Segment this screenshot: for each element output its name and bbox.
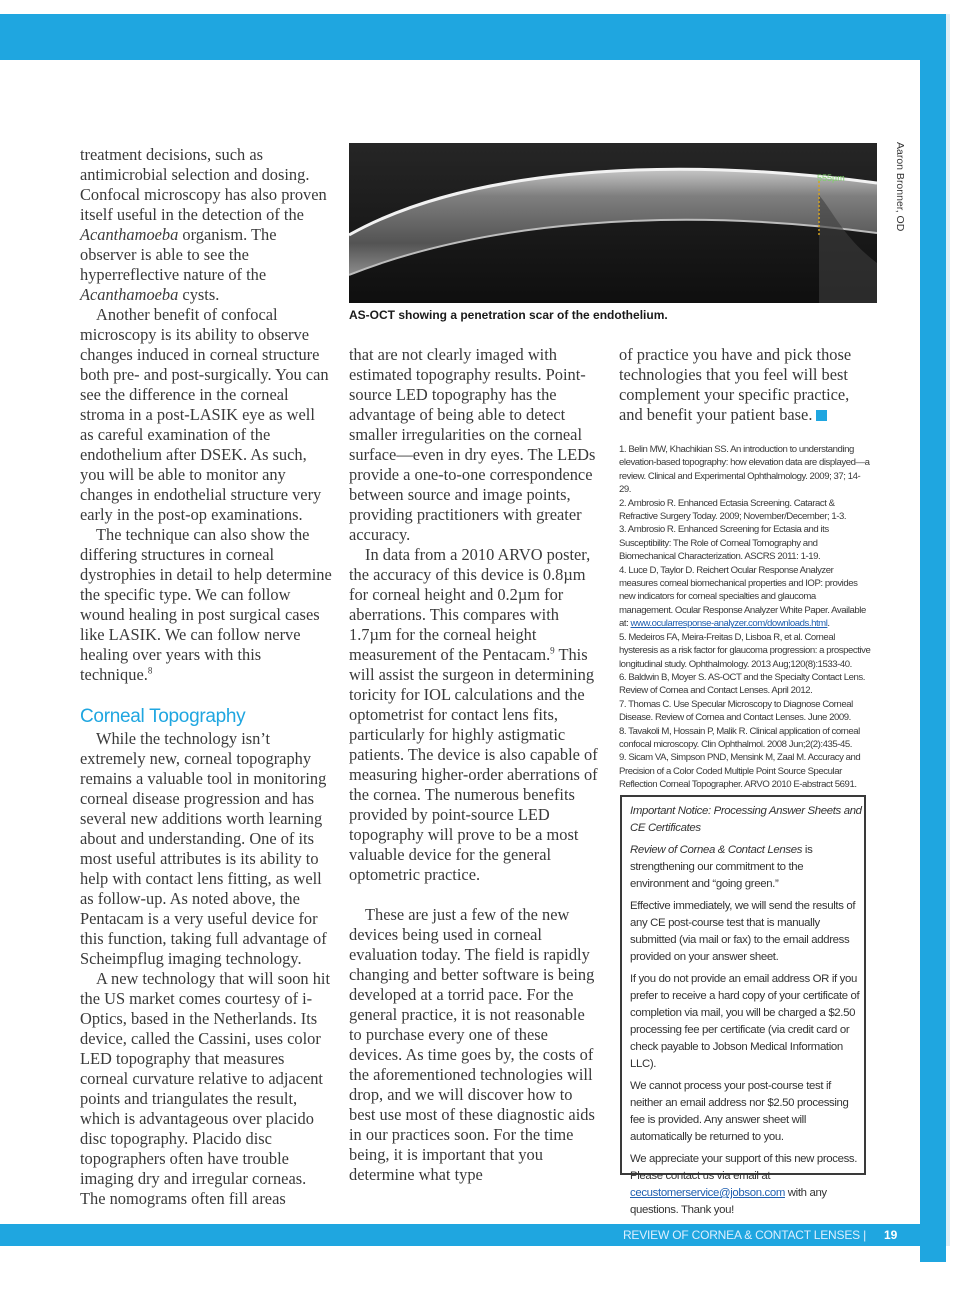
measure-label: 555µm <box>817 173 845 183</box>
reference-link[interactable]: www.ocularresponse-analyzer.com/downloads.html <box>630 618 828 630</box>
citation-sup: 8 <box>147 665 153 676</box>
oct-scan-graphic <box>349 143 877 303</box>
email-link[interactable]: cecustomerservice@jobson.com <box>630 1187 785 1199</box>
end-mark-square-icon <box>816 410 827 421</box>
references-list <box>619 443 871 792</box>
paragraph: In data from a 2010 ARVO poster, the accuracy of this device is 0.8µm for corneal height and 0.2µm for aberrations. This compares with 1.7µm for the corneal height measurement of the Pentacam.$^9$ This will assist the surgeon in determining toricity for IOL calculations and the optometrist for contact lens fits, particularly for highly astigmatic patients. The device is also capable of measuring higher-order aberrations of the cornea. The numerous benefits provided by point-source LED topography will prove to be a most valuable device for the general optometric practice. <box>349 545 598 884</box>
paragraph: that are not clearly imaged with estimated topography results. Point-source LED topography has the advantage of being able to detect smaller irregularities on the corneal surface—even in dry eyes. The LEDs provide a one-to-one correspondence between source and image points, providing practitioners with greater accuracy. <box>349 345 596 544</box>
notice-paragraph: We appreciate your support of this new process. Please contact us via email at cecustomerservice@jobson.com with any questions. Thank you! <box>630 1153 858 1216</box>
footer-journal: REVIEW OF CORNEA & CONTACT LENSES | OCTOBER 2013 <box>622 1228 866 1258</box>
reference-item: 9. Sicam VA, Simpson PND, Mensink M, Zaal M. Accuracy and Precision of a Color Coded Multiple Point Source Specular Reflection Corneal Topographer. ARVO 2010 E-abstract 5691. <box>619 752 861 791</box>
notice-paragraph: Effective immediately, we will send the results of any CE post-course test that is manually submitted (via mail or fax) to the email address provided on your answer sheet. <box>630 900 856 963</box>
section-heading: Corneal Topography <box>80 706 246 727</box>
paragraph: The technique can also show the differing structures in corneal dystrophies in detail to help determine the specific type. We can follow wound healing in post surgical cases like LASIK. We can follow nerve healing over years with this technique.$^8$ <box>80 525 332 684</box>
reference-item: 5. Medeiros FA, Meira-Freitas D, Lisboa R, et al. Corneal hysteresis as a risk factor for glaucoma progression: a prospective longitudinal study. Ophthalmology. 2013 Aug;120(8):1533-40. <box>619 631 871 670</box>
notice-paragraph: If you do not provide an email address OR if you prefer to receive a hard copy of your certificate of completion via mail, you will be charged a $2.50 processing fee per certificate (via credit card or check payable to Jobson Medical Information LLC). <box>630 973 860 1070</box>
page-number: 19 <box>884 1228 898 1242</box>
reference-item: 3. Ambrosio R. Enhanced Screening for Ectasia and its Susceptibility: The Role of Corneal Tomography and Biomechanical Characterization. ASCRS 2011: 1-19. <box>619 524 829 563</box>
paragraph: While the technology isn’t extremely new, corneal topography remains a valuable tool in monitoring corneal disease progression and has several new additions worth learning about and understanding. One of its most useful attributes is its ability to help with contact lens fitting, as well as follow-up. As noted above, the Pentacam is a very useful device for this function, taking full advantage of Scheimpflug imaging technology. <box>80 729 327 968</box>
notice-paragraph: Review of Cornea & Contact Lenses is strengthening our commitment to the environment and “going green.” <box>630 844 813 890</box>
footer-issue: OCTOBER 2013 <box>773 1244 866 1258</box>
page-border-top <box>0 14 946 60</box>
paragraph: Another benefit of confocal microscopy is its ability to observe changes induced in corneal structure both pre- and post-surgically. You can see the difference in the corneal stroma in a post-LASIK eye as well as careful examination of the endothelium after DSEK. As such, you will be able to monitor any changes in endothelial structure very early in the post-op examinations. <box>80 305 329 524</box>
reference-item: 7. Thomas C. Use Specular Microscopy to Diagnose Corneal Disease. Review of Cornea and Contact Lenses. June 2009. <box>619 698 853 724</box>
citation-sup: 9 <box>550 645 555 656</box>
article-column-1 <box>80 145 332 1209</box>
reference-item: 8. Tavakoli M, Hossain P, Malik R. Clinical application of corneal confocal microscopy. Clin Ophthalmol. 2008 Jun;2(2):435-45. <box>619 725 860 750</box>
paragraph: of practice you have and pick those technologies that you feel will best complement your specific practice, and benefit your patient base. <box>619 345 852 424</box>
notice-title: Important Notice: Processing Answer Sheets and CE Certificates <box>630 805 862 834</box>
reference-item: 2. Ambrosio R. Enhanced Ectasia Screening. Cataract & Refractive Surgery Today. 2009; November/December; 1-3. <box>619 497 847 523</box>
page-border-shadow <box>946 14 950 1246</box>
paragraph: These are just a few of the new devices being used in corneal evaluation today. The field is rapidly changing and better software is being developed at a torrid pace. For the general practice, it is not reasonable to purchase every one of these devices. As time goes by, the costs of the aforementioned technologies will drop, and we will discover how to best use most of these diagnostic aids in our practices soon. For the time being, it is important that you determine what type <box>349 905 595 1184</box>
as-oct-image <box>349 143 877 303</box>
article-column-3 <box>619 345 871 792</box>
reference-item: 6. Baldwin B, Moyer S. AS-OCT and the Specialty Contact Lens. Review of Cornea and Contact Lenses. April 2012. <box>619 671 865 697</box>
paragraph: A new technology that will soon hit the US market comes courtesy of i-Optics, based in the Netherlands. Its device, called the Cassini, uses color LED topography that measures corneal curvature relative to adjacent points and triangulates the result, which is advantageous over placido disc topography. Placido disc topographers often have trouble imaging dry and irregular corneas. The nomograms often fill areas <box>80 969 330 1208</box>
reference-item: 4. Luce D, Taylor D. Reichert Ocular Response Analyzer measures corneal biomechanical properties and IOP: provides new indicators for corneal specialties and glaucoma management. Ocular Response Analyzer White Paper. Available at: www.ocularresponse-analyzer.com/downloads.html. <box>619 564 866 630</box>
important-notice-box <box>620 795 866 1216</box>
reference-item: 1. Belin MW, Khachikian SS. An introduction to understanding elevation-based topography: how elevation data are displayed—a review. Clinical and Experimental Ophthalmology. 2009; 37; 14-29. <box>619 444 870 496</box>
photo-credit: Aaron Bronner, OD <box>894 142 906 232</box>
page-border-right <box>920 14 946 1262</box>
notice-paragraph: We cannot process your post-course test if neither an email address nor $2.50 processing fee is provided. Any answer sheet will automatically be returned to you. <box>630 1080 849 1143</box>
figure-caption: AS-OCT showing a penetration scar of the endothelium. <box>349 308 668 322</box>
article-column-2 <box>349 345 601 1185</box>
paragraph: treatment decisions, such as antimicrobial selection and dosing. Confocal microscopy has also proven itself useful in the detection of the Acanthamoeba organism. The observer is able to see the hyperreflective nature of the Acanthamoeba cysts. <box>80 145 327 304</box>
